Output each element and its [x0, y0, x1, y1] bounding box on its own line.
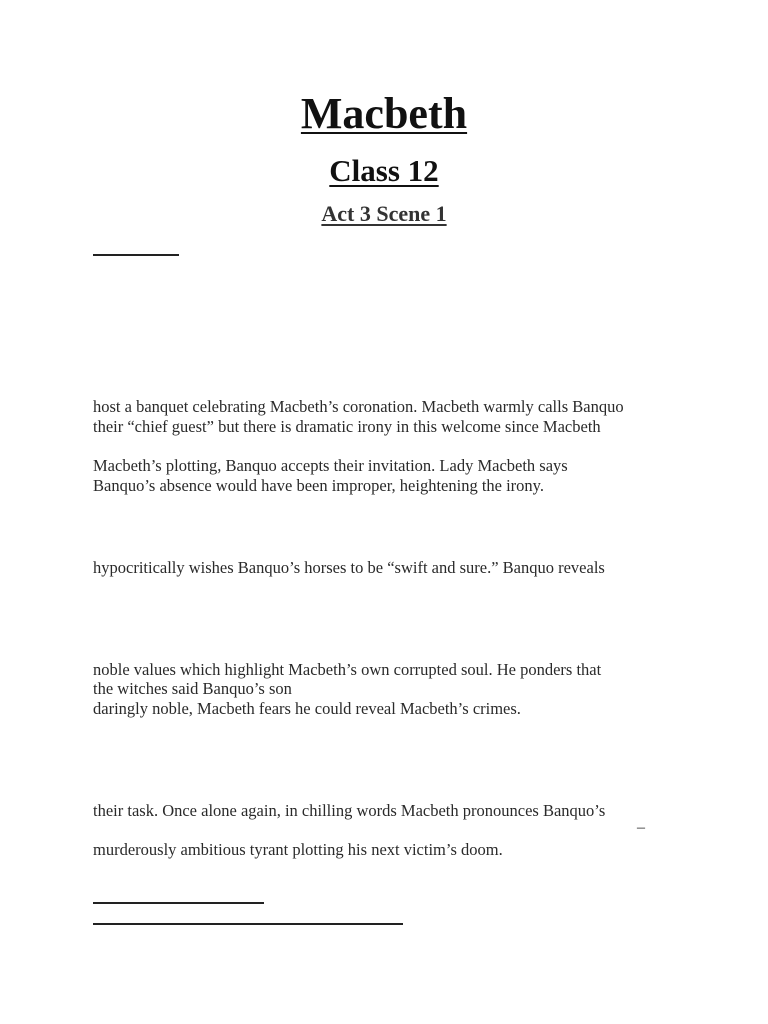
body-line: noble values which highlight Macbeth’s own corrupted soul. He ponders that [93, 660, 602, 679]
section-rule-long [93, 923, 403, 925]
stray-dash: – [637, 819, 645, 836]
section-rule-top [93, 254, 179, 256]
body-line: Macbeth’s plotting, Banquo accepts their invitation. Lady Macbeth says [93, 456, 568, 475]
body-line: murderously ambitious tyrant plotting his next victim’s doom. [93, 840, 503, 859]
body-line: daringly noble, Macbeth fears he could reveal Macbeth’s crimes. [93, 699, 521, 718]
document-title: Macbeth [300, 89, 468, 138]
body-line: their task. Once alone again, in chilling words Macbeth pronounces Banquo’s [93, 801, 606, 820]
act-scene-heading: Act 3 Scene 1 [321, 201, 447, 226]
body-line: Banquo’s absence would have been improper, heightening the irony. [93, 476, 544, 495]
body-line: host a banquet celebrating Macbeth’s coronation. Macbeth warmly calls Banquo [93, 397, 624, 416]
class-heading: Class 12 [329, 153, 439, 188]
section-rule-short [93, 902, 264, 904]
body-line: the witches said Banquo’s son [93, 679, 292, 698]
body-line: hypocritically wishes Banquo’s horses to be “swift and sure.” Banquo reveals [93, 558, 605, 577]
body-line: their “chief guest” but there is dramatic irony in this welcome since Macbeth [93, 417, 601, 436]
